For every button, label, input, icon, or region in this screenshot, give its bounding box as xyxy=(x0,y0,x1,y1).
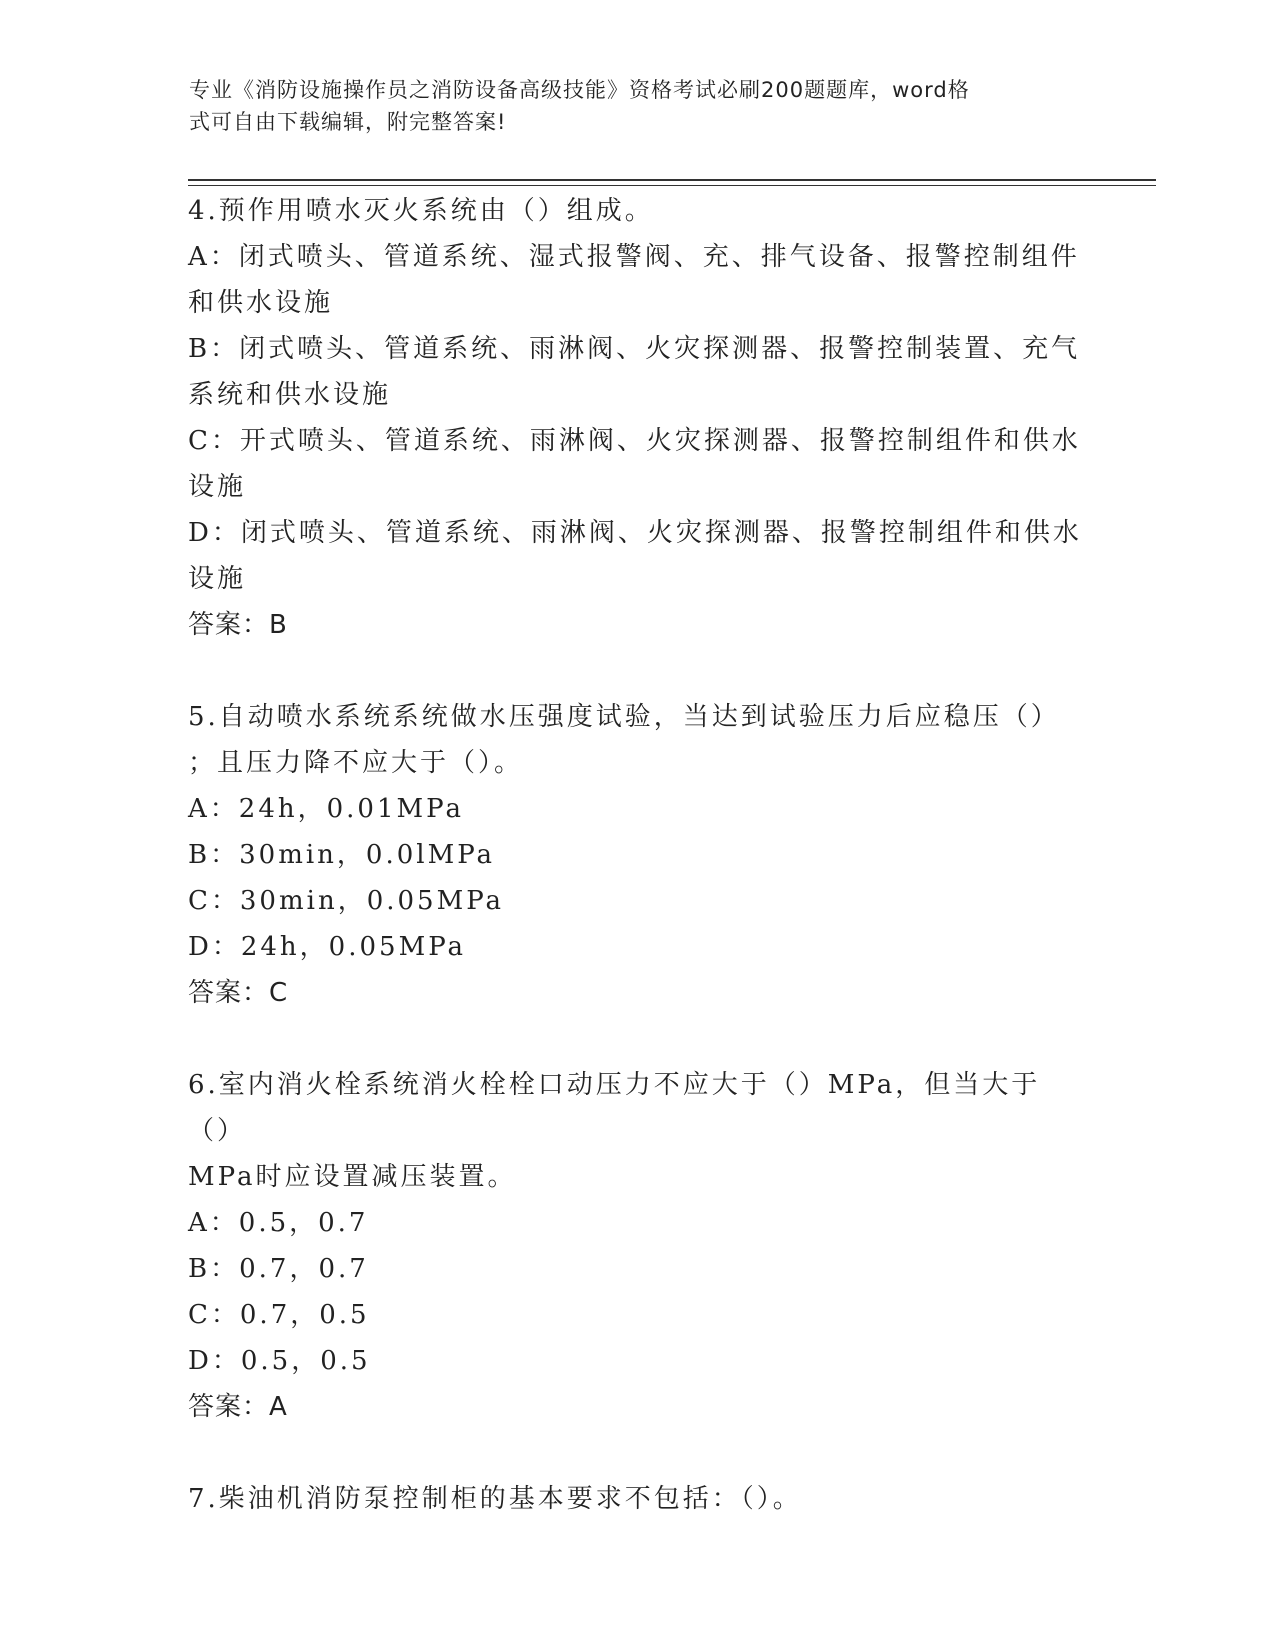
option-b xyxy=(188,326,1083,418)
header-divider-thin xyxy=(188,185,1156,186)
option-line: D：闭式喷头、管道系统、雨淋阀、火灾探测器、报警控制组件和供水 xyxy=(188,518,1082,548)
option-a: A：0.5，0.7 xyxy=(188,1208,369,1238)
option-b: B：30min，0.0lMPa xyxy=(188,840,496,870)
option-a: A：24h，0.01MPa xyxy=(188,794,464,824)
option-line: B：闭式喷头、管道系统、雨淋阀、火灾探测器、报警控制装置、充气 xyxy=(188,334,1081,364)
option-line: A：闭式喷头、管道系统、湿式报警阀、充、排气设备、报警控制组件 xyxy=(188,242,1080,272)
option-d xyxy=(188,510,1083,602)
option-a xyxy=(188,234,1083,326)
header-line-1: 专业《消防设施操作员之消防设备高级技能》资格考试必刷200题题库，word格 xyxy=(189,78,970,102)
option-d: D：24h，0.05MPa xyxy=(188,932,467,962)
option-line: 系统和供水设施 xyxy=(188,380,392,410)
header-divider-thick xyxy=(188,179,1156,181)
option-b: B：0.7，0.7 xyxy=(188,1254,369,1284)
option-line: C：开式喷头、管道系统、雨淋阀、火灾探测器、报警控制组件和供水 xyxy=(188,426,1081,456)
option-c xyxy=(188,418,1083,510)
option-d: D：0.5，0.5 xyxy=(188,1346,371,1376)
answer-label: 答案：C xyxy=(188,978,289,1008)
question-7 xyxy=(188,1476,1083,1522)
question-list xyxy=(188,188,1083,1568)
option-line: 设施 xyxy=(188,472,247,502)
question-stem: MPa时应设置减压装置。 xyxy=(188,1162,517,1192)
question-5 xyxy=(188,694,1083,1016)
option-c: C：30min，0.05MPa xyxy=(188,886,505,916)
question-4 xyxy=(188,188,1083,648)
question-stem: ；且压力降不应大于（）。 xyxy=(188,748,524,778)
document-header xyxy=(189,74,1069,138)
question-6 xyxy=(188,1062,1083,1430)
question-stem: 4.预作用喷水灭火系统由（）组成。 xyxy=(188,196,654,226)
option-line: 设施 xyxy=(188,564,247,594)
question-stem: 7.柴油机消防泵控制柜的基本要求不包括：（）。 xyxy=(188,1484,802,1514)
option-c: C：0.7，0.5 xyxy=(188,1300,370,1330)
answer-label: 答案：B xyxy=(188,610,288,640)
question-stem: 5.自动喷水系统系统做水压强度试验，当达到试验压力后应稳压（） xyxy=(188,702,1060,732)
option-line: 和供水设施 xyxy=(188,288,334,318)
answer-label: 答案：A xyxy=(188,1392,288,1422)
header-line-2: 式可自由下载编辑，附完整答案! xyxy=(189,110,507,134)
question-stem: 6.室内消火栓系统消火栓栓口动压力不应大于（）MPa，但当大于（） xyxy=(188,1070,1041,1146)
